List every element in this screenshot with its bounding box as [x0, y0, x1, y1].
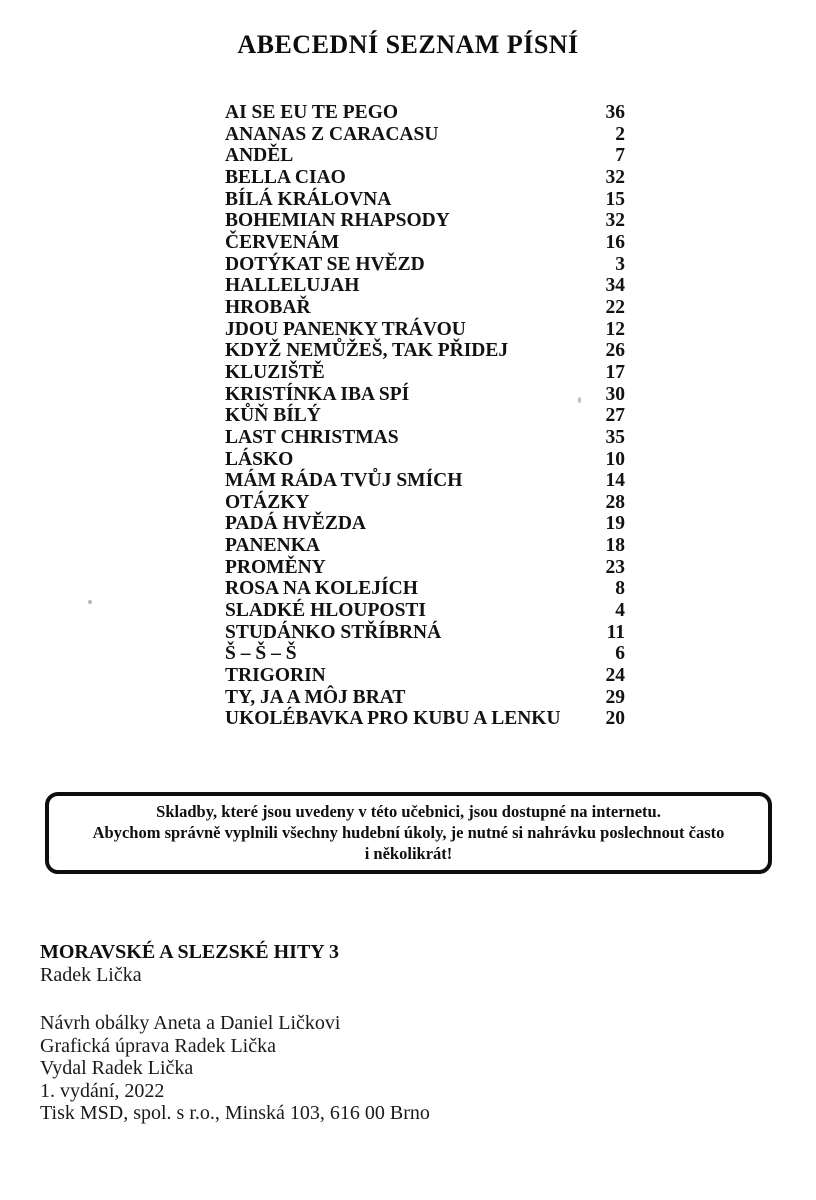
song-index-row [225, 513, 625, 535]
song-title: UKOLÉBAVKA PRO KUBU A LENKU [225, 708, 561, 730]
song-title: JDOU PANENKY TRÁVOU [225, 318, 466, 340]
song-title: TRIGORIN [225, 665, 326, 687]
song-index-row [225, 578, 625, 600]
colophon-book-title: MORAVSKÉ A SLEZSKÉ HITY 3 [40, 941, 339, 963]
song-page-number: 10 [605, 448, 625, 470]
song-index-row [225, 210, 625, 232]
song-page-number: 35 [605, 426, 625, 448]
song-title: MÁM RÁDA TVŮJ SMÍCH [225, 470, 463, 492]
colophon-spacer [40, 986, 430, 1012]
song-page-number: 27 [605, 405, 625, 427]
song-index-row [225, 557, 625, 579]
song-title: PROMĚNY [225, 556, 326, 578]
song-page-number: 6 [615, 643, 625, 665]
song-page-number: 30 [605, 383, 625, 405]
song-index-row [225, 124, 625, 146]
colophon-author: Radek Lička [40, 963, 142, 986]
song-index-row [225, 600, 625, 622]
song-title: AI SE EU TE PEGO [225, 102, 399, 123]
song-index-row [225, 275, 625, 297]
song-title: ANDĚL [225, 145, 294, 167]
song-title: SLADKÉ HLOUPOSTI [225, 600, 427, 622]
song-page-number: 17 [605, 361, 625, 383]
notice-line: i několikrát! [364, 844, 453, 863]
notice-line: Abychom správně vyplnili všechny hudební úkoly, je nutné si nahrávku poslechnout často [92, 823, 725, 842]
notice-line: Skladby, které jsou uvedeny v této učebnici, jsou dostupné na internetu. [156, 802, 661, 821]
song-index-row [225, 643, 625, 665]
colophon [40, 941, 430, 1125]
song-page-number: 3 [615, 253, 625, 275]
song-title: Š – Š – Š [225, 643, 297, 665]
song-page-number: 19 [605, 513, 625, 535]
colophon-credit-line: Tisk MSD, spol. s r.o., Minská 103, 616 00 Brno [40, 1102, 430, 1124]
song-title: STUDÁNKO STŘÍBRNÁ [225, 621, 442, 643]
song-index-row [225, 535, 625, 557]
song-index-row [225, 405, 625, 427]
song-index-list [225, 102, 625, 730]
song-index-row [225, 232, 625, 254]
song-page-number: 36 [605, 102, 625, 123]
song-page-number: 22 [605, 296, 625, 318]
song-title: PANENKA [225, 535, 320, 557]
song-index-row [225, 362, 625, 384]
song-title: ROSA NA KOLEJÍCH [225, 578, 418, 600]
song-title: ANANAS Z CARACASU [225, 123, 439, 145]
song-page-number: 15 [605, 188, 625, 210]
song-index-row [225, 254, 625, 276]
song-title: LÁSKO [225, 448, 294, 470]
colophon-credit-line: Návrh obálky Aneta a Daniel Ličkovi [40, 1012, 341, 1034]
song-index-row [225, 449, 625, 471]
song-index-row [225, 492, 625, 514]
song-page-number: 2 [615, 123, 625, 145]
colophon-credit-line: Grafická úprava Radek Lička [40, 1034, 276, 1057]
song-index-row [225, 622, 625, 644]
song-index-row [225, 167, 625, 189]
song-page-number: 8 [615, 578, 625, 600]
song-title: BOHEMIAN RHAPSODY [225, 210, 450, 232]
song-index-row [225, 340, 625, 362]
song-index-row [225, 145, 625, 167]
song-page-number: 12 [605, 318, 625, 340]
song-title: KLUZIŠTĚ [225, 361, 325, 383]
song-index-row [225, 319, 625, 341]
song-title: PADÁ HVĚZDA [225, 513, 367, 535]
song-page-number: 24 [605, 665, 625, 687]
song-page-number: 23 [605, 556, 625, 578]
notice-box [45, 792, 772, 874]
song-title: KRISTÍNKA IBA SPÍ [225, 383, 410, 405]
song-title: HALLELUJAH [225, 275, 360, 297]
song-title: BELLA CIAO [225, 166, 346, 188]
song-index-row [225, 189, 625, 211]
colophon-credit-line: Vydal Radek Lička [40, 1057, 194, 1079]
song-title: OTÁZKY [225, 491, 310, 513]
song-page-number: 14 [605, 470, 625, 492]
song-page-number: 16 [605, 231, 625, 253]
song-page-number: 18 [605, 535, 625, 557]
song-title: ČERVENÁM [225, 231, 340, 253]
song-index-row [225, 687, 625, 709]
song-index-row [225, 297, 625, 319]
song-title: BÍLÁ KRÁLOVNA [225, 188, 392, 210]
song-page-number: 4 [615, 600, 625, 622]
scan-speck [578, 397, 581, 403]
song-page-number: 20 [605, 708, 625, 730]
song-title: KDYŽ NEMŮŽEŠ, TAK PŘIDEJ [225, 340, 509, 362]
song-page-number: 26 [605, 340, 625, 362]
page-title: ABECEDNÍ SEZNAM PÍSNÍ [237, 30, 579, 59]
song-index-row [225, 427, 625, 449]
song-title: LAST CHRISTMAS [225, 426, 399, 448]
song-index-row [225, 384, 625, 406]
song-index-row [225, 470, 625, 492]
song-page-number: 11 [606, 621, 625, 643]
song-title: HROBAŘ [225, 296, 311, 318]
song-page-number: 7 [615, 145, 625, 167]
song-title: TY, JA A MÔJ BRAT [225, 686, 406, 708]
song-page-number: 28 [605, 491, 625, 513]
colophon-credits [40, 1012, 430, 1125]
song-index-row [225, 102, 625, 124]
colophon-credit-line: 1. vydání, 2022 [40, 1079, 165, 1102]
song-page-number: 32 [605, 166, 625, 188]
song-page-number: 32 [605, 210, 625, 232]
song-title: DOTÝKAT SE HVĚZD [225, 253, 425, 275]
scan-speck [88, 600, 92, 604]
song-page-number: 29 [605, 686, 625, 708]
song-title: KŮŇ BÍLÝ [225, 405, 321, 427]
song-index-row [225, 708, 625, 730]
song-index-row [225, 665, 625, 687]
song-page-number: 34 [605, 275, 625, 297]
